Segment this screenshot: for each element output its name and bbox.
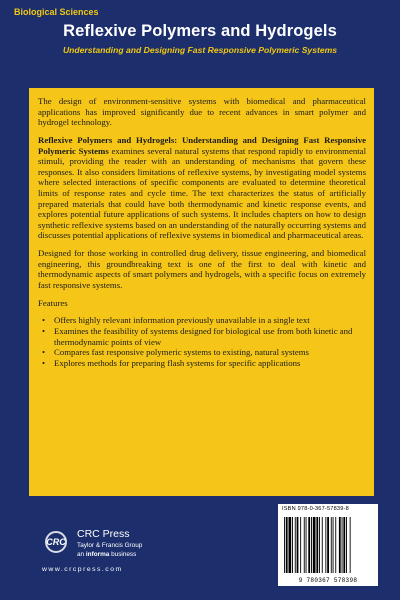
informa-bold: informa bbox=[85, 551, 110, 558]
informa-prefix: an bbox=[77, 551, 86, 558]
features-list bbox=[38, 315, 366, 368]
intro-paragraph: The design of environment-sensitive systems with biomedical and pharmaceutical applications has improved significantly due to recent advances in smart polymer and hydrogel technology. bbox=[38, 96, 366, 128]
publisher-url: www.crcpress.com bbox=[42, 566, 123, 573]
description-panel bbox=[29, 88, 374, 496]
feature-item: • Examines the feasibility of systems designed for biological use from both kinetic and thermodynamic points of view bbox=[38, 326, 366, 347]
overview-paragraph bbox=[38, 135, 366, 241]
publisher-informa bbox=[77, 551, 136, 558]
isbn-label: ISBN 978-0-367-57839-8 bbox=[282, 506, 349, 512]
book-title: Reflexive Polymers and Hydrogels bbox=[63, 22, 337, 40]
feature-item: • Compares fast responsive polymeric systems to existing, natural systems bbox=[38, 347, 366, 358]
overview-title-bold: Reflexive Polymers and Hydrogels: Understanding and Designing Fast Responsive Polymeric Systems bbox=[38, 134, 366, 156]
feature-item: • Offers highly relevant information previously unavailable in a single text bbox=[38, 315, 366, 326]
barcode-number: 9 780367 578398 bbox=[298, 577, 358, 584]
crc-logo-text: CRC bbox=[46, 537, 66, 547]
audience-paragraph: Designed for those working in controlled drug delivery, tissue engineering, and biomedical engineering, this groundbreaking text is one of the first to deal with kinetic and thermodynamic aspects of smart polymers and hydrogels, with a specific focus on extremely fast responsive systems. bbox=[38, 248, 366, 290]
feature-item: • Explores methods for preparing flash systems for specific applications bbox=[38, 358, 366, 369]
barcode-icon bbox=[284, 517, 372, 575]
isbn-barcode-box bbox=[278, 504, 378, 586]
book-subtitle: Understanding and Designing Fast Responsive Polymeric Systems bbox=[62, 45, 338, 55]
publisher-name: CRC Press bbox=[77, 528, 130, 540]
informa-suffix: business bbox=[109, 551, 137, 558]
publisher-group: Taylor & Francis Group bbox=[77, 542, 143, 549]
overview-text: examines several natural systems that respond rapidly to environmental stimuli, providing the reader with an understanding of mechanisms that govern these responses. It also considers limitations of reflexive systems, by investigating model systems where selected interactions of specific components are evaluated to determine theoretical limits of response rates and cycle time. The text characterizes the status of artificially prepared materials that could have both thermodynamic and kinetic response events, and explores potential future applications of such systems. It includes chapters on how to design synthetic reflexive systems based on an understanding of the naturally occurring systems and discusses potential applications of reflexive systems in biomedical and pharmaceutical areas. bbox=[38, 145, 366, 241]
features-heading: Features bbox=[38, 297, 68, 308]
category-label: Biological Sciences bbox=[14, 7, 99, 17]
